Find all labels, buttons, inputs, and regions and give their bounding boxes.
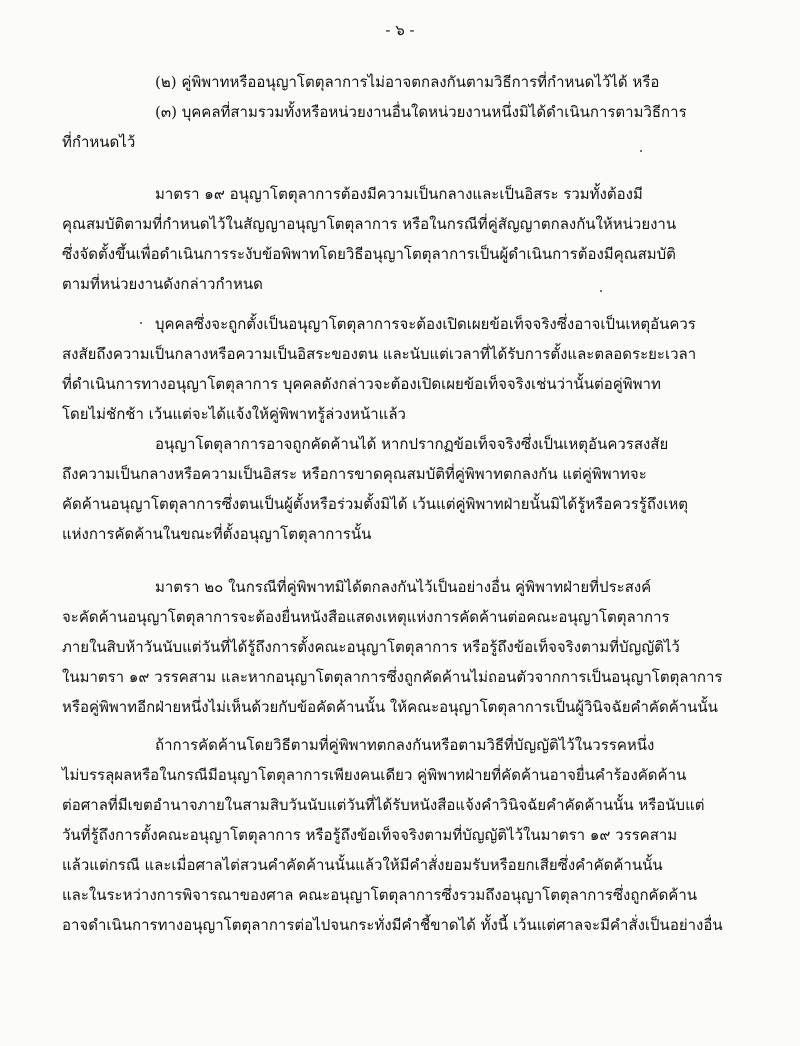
section-20-heading: มาตรา ๒๐ ในกรณีที่คู่พิพาทมิได้ตกลงกันไว้เป็นอย่างอื่น คู่พิพาทฝ่ายที่ประสงค์	[155, 578, 652, 596]
clause-2: (๒) คู่พิพาทหรืออนุญาโตตุลาการไม่อาจตกลงกันตามวิธีการที่กำหนดไว้ได้ หรือ	[155, 73, 660, 91]
scan-speck	[140, 322, 142, 324]
section-19-para-3: อนุญาโตตุลาการอาจถูกคัดค้านได้ หากปรากฏข้อเท็จจริงซึ่งเป็นเหตุอันควรสงสัย	[155, 435, 669, 453]
section-19-heading: มาตรา ๑๙ อนุญาโตตุลาการต้องมีความเป็นกลางและเป็นอิสระ รวมทั้งต้องมี	[155, 185, 643, 203]
scan-speck	[600, 290, 602, 292]
section-19-para-2: บุคคลซึ่งจะถูกตั้งเป็นอนุญาโตตุลาการจะต้องเปิดเผยข้อเท็จจริงซึ่งอาจเป็นเหตุอันควร	[155, 315, 696, 333]
section-20-line: จะคัดค้านอนุญาโตตุลาการจะต้องยื่นหนังสือแสดงเหตุแห่งการคัดค้านต่อคณะอนุญาโตตุลาการ	[62, 608, 670, 626]
section-20-line: ต่อศาลที่มีเขตอำนาจภายในสามสิบวันนับแต่วันที่ได้รับหนังสือแจ้งคำวินิจฉัยคำคัดค้านนั้น หรือนับแต่	[62, 796, 705, 814]
section-20-line: อาจดำเนินการทางอนุญาโตตุลาการต่อไปจนกระทั่งมีคำชี้ขาดได้ ทั้งนี้ เว้นแต่ศาลจะมีคำสั่งเป็นอย่างอื่น	[62, 916, 723, 934]
section-19-line: ตามที่หน่วยงานดังกล่าวกำหนด	[62, 275, 263, 293]
section-19-line: สงสัยถึงความเป็นกลางหรือความเป็นอิสระของตน และนับแต่เวลาที่ได้รับการตั้งและตลอดระยะเวลา	[62, 345, 697, 363]
section-20-para-2: ถ้าการคัดค้านโดยวิธีตามที่คู่พิพาทตกลงกันหรือตามวิธีที่บัญญัติไว้ในวรรคหนึ่ง	[155, 736, 655, 754]
section-20-line: แล้วแต่กรณี และเมื่อศาลไต่สวนคำคัดค้านนั้นแล้วให้มีคำสั่งยอมรับหรือยกเสียซึ่งคำคัดค้านนั้น	[62, 856, 663, 874]
clause-3: (๓) บุคคลที่สามรวมทั้งหรือหน่วยงานอื่นใดหน่วยงานหนึ่งมิได้ดำเนินการตามวิธีการ	[155, 103, 687, 121]
section-19-line: ซึ่งจัดตั้งขึ้นเพื่อดำเนินการระงับข้อพิพาทโดยวิธีอนุญาโตตุลาการเป็นผู้ดำเนินการต้องมีคุณสมบัติ	[62, 245, 676, 263]
section-19-line: แห่งการคัดค้านในขณะที่ตั้งอนุญาโตตุลาการนั้น	[62, 525, 372, 543]
page-number: - ๖ -	[385, 21, 415, 39]
scan-speck	[640, 150, 642, 152]
section-19-line: โดยไม่ชักช้า เว้นแต่จะได้แจ้งให้คู่พิพาทรู้ล่วงหน้าแล้ว	[62, 405, 406, 423]
section-20-line: หรือคู่พิพาทอีกฝ่ายหนึ่งไม่เห็นด้วยกับข้อคัดค้านนั้น ให้คณะอนุญาโตตุลาการเป็นผู้วินิจฉัยคำคัดค้านนั้น	[62, 698, 718, 716]
clause-3-continued: ที่กำหนดไว้	[62, 133, 136, 151]
section-20-line: ไม่บรรลุผลหรือในกรณีมีอนุญาโตตุลาการเพียงคนเดียว คู่พิพาทฝ่ายที่คัดค้านอาจยื่นคำร้องคัดค้าน	[62, 766, 687, 784]
section-19-line: คัดค้านอนุญาโตตุลาการซึ่งตนเป็นผู้ตั้งหรือร่วมตั้งมิได้ เว้นแต่คู่พิพาทฝ่ายนั้นมิได้รู้หรือควรรู้ถึงเหตุ	[62, 495, 689, 513]
section-20-line: และในระหว่างการพิจารณาของศาล คณะอนุญาโตตุลาการซึ่งรวมถึงอนุญาโตตุลาการซึ่งถูกคัดค้าน	[62, 886, 698, 904]
section-20-line: ในมาตรา ๑๙ วรรคสาม และหากอนุญาโตตุลาการซึ่งถูกคัดค้านไม่ถอนตัวจากการเป็นอนุญาโตตุลาการ	[62, 668, 723, 686]
section-20-line: ภายในสิบห้าวันนับแต่วันที่ได้รู้ถึงการตั้งคณะอนุญาโตตุลาการ หรือรู้ถึงข้อเท็จจริงตามที่บัญญัติไว้	[62, 638, 680, 656]
section-19-line: คุณสมบัติตามที่กำหนดไว้ในสัญญาอนุญาโตตุลาการ หรือในกรณีที่คู่สัญญาตกลงกันให้หน่วยงาน	[62, 215, 677, 233]
section-20-line: วันที่รู้ถึงการตั้งคณะอนุญาโตตุลาการ หรือรู้ถึงข้อเท็จจริงตามที่บัญญัติไว้ในมาตรา ๑๙ วรรคสาม	[62, 826, 678, 844]
section-19-line: ถึงความเป็นกลางหรือความเป็นอิสระ หรือการขาดคุณสมบัติที่คู่พิพาทตกลงกัน แต่คู่พิพาทจะ	[62, 465, 647, 483]
section-19-line: ที่ดำเนินการทางอนุญาโตตุลาการ บุคคลดังกล่าวจะต้องเปิดเผยข้อเท็จจริงเช่นว่านั้นต่อคู่พิพาท	[62, 375, 661, 393]
